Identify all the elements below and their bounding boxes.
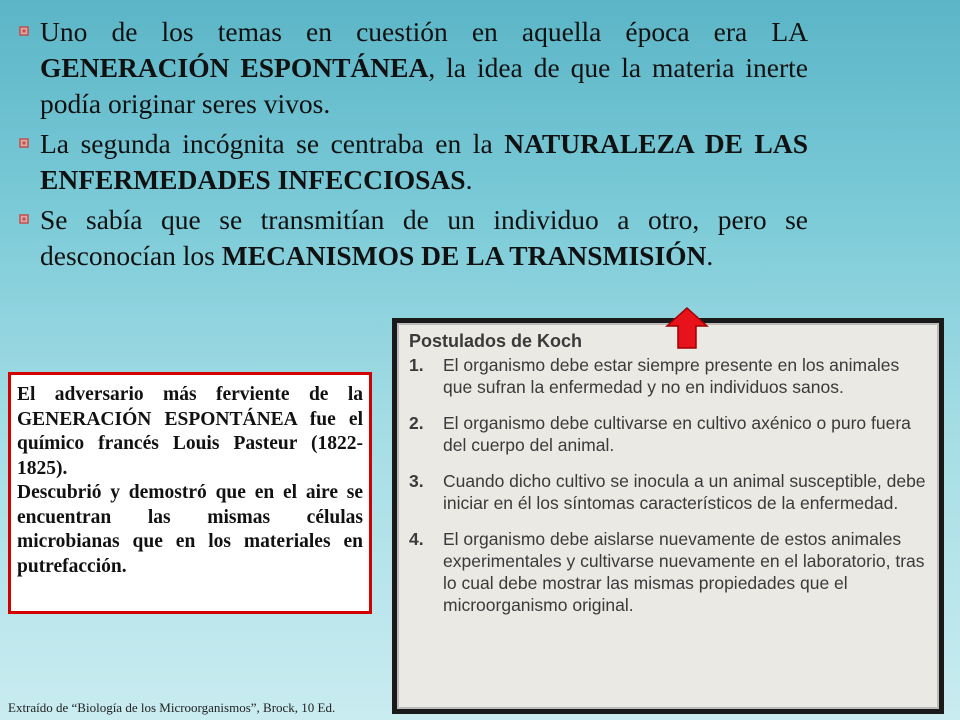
bullet-item <box>18 202 808 274</box>
ornament-bullet-icon <box>18 137 30 149</box>
koch-list <box>409 354 929 616</box>
koch-postulates-image <box>392 318 944 714</box>
koch-postulates-panel <box>397 323 939 709</box>
bullet-text-3a: Se sabía que se transmitían de un individuo a otro, pero se desconocían los <box>40 204 808 271</box>
koch-number: 3. <box>409 471 424 491</box>
pasteur-paragraph-2: Descubrió y demostró que en el aire se encuentran las mismas células microbianas que en los materiales en putrefacción. <box>17 482 363 577</box>
bullet-text-3b: MECANISMOS DE LA TRANSMISIÓN <box>221 240 707 271</box>
koch-text: El organismo debe estar siempre presente en los animales que sufran la enfermedad y no en individuos sanos. <box>443 355 900 397</box>
koch-postulate-3 <box>409 470 929 514</box>
source-caption: Extraído de “Biología de los Microorganismos”, Brock, 10 Ed. <box>8 700 336 715</box>
bullet-text-3c: . <box>706 240 714 271</box>
ornament-bullet-icon <box>18 25 30 37</box>
koch-number: 1. <box>409 355 424 375</box>
koch-postulate-2 <box>409 412 929 456</box>
koch-postulate-1 <box>409 354 929 398</box>
bullet-item <box>18 14 808 122</box>
bullet-text-1a: Uno de los temas en cuestión en aquella época era LA <box>40 16 808 47</box>
bullet-text-2c: . <box>465 164 473 195</box>
up-arrow-icon <box>665 306 709 350</box>
bullet-list <box>18 14 808 278</box>
bullet-text-2b: NATURALEZA DE LAS ENFERMEDADES INFECCIOSAS <box>40 128 809 195</box>
koch-text: El organismo debe cultivarse en cultivo axénico o puro fuera del cuerpo del animal. <box>443 413 911 455</box>
koch-title: Postulados de Koch <box>409 331 583 351</box>
koch-number: 2. <box>409 413 424 433</box>
bullet-text-2a: La segunda incógnita se centraba en la <box>40 128 505 159</box>
ornament-bullet-icon <box>18 213 30 225</box>
bullet-item <box>18 126 808 198</box>
koch-text: El organismo debe aislarse nuevamente de estos animales experimentales y cultivarse nuevamente en el laboratorio, tras lo cual debe mostrar las mismas propiedades que el microorganismo original. <box>443 529 925 615</box>
koch-text: Cuando dicho cultivo se inocula a un animal susceptible, debe iniciar en él los síntomas característicos de la enfermedad. <box>443 471 926 513</box>
pasteur-paragraph-1: El adversario más ferviente de la GENERACIÓN ESPONTÁNEA fue el químico francés Louis Pasteur (1822-1825). <box>17 384 363 479</box>
bullet-text-1c: , la idea de que la materia inerte podía originar seres vivos. <box>40 52 808 119</box>
bullet-text-1b: GENERACIÓN ESPONTÁNEA <box>40 52 429 83</box>
pasteur-info-box <box>8 372 372 614</box>
koch-number: 4. <box>409 529 424 549</box>
koch-postulate-4 <box>409 528 929 616</box>
